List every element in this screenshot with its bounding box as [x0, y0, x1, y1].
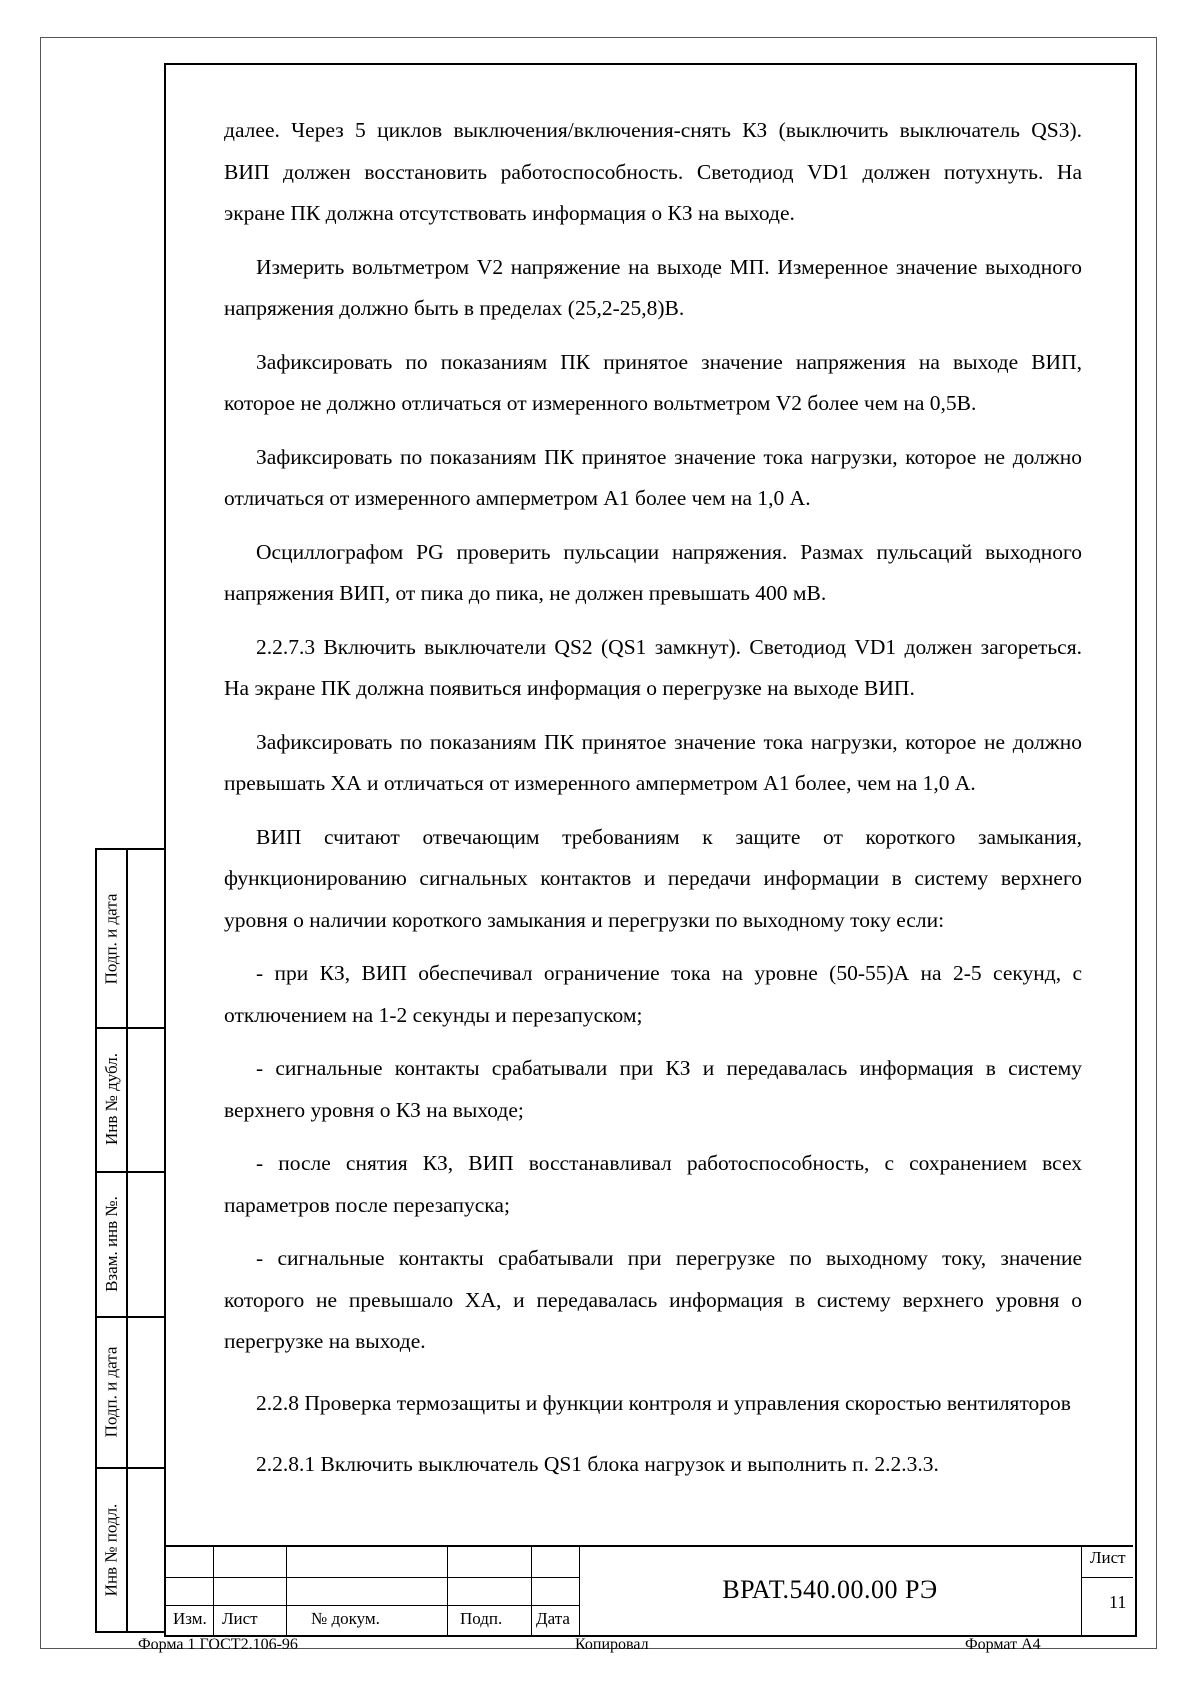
- side-label: Подп. и дата: [101, 1346, 121, 1437]
- side-stamp-table: [95, 848, 164, 1633]
- sheet-label: Лист: [1090, 1548, 1126, 1567]
- side-label: Взам. инв №.: [101, 1195, 121, 1292]
- paragraph: Зафиксировать по показаниям ПК принятое значение напряжения на выходе ВИП, которое не должно отличаться от измеренного вольтметром V2 более чем на 0,5В.: [224, 349, 1082, 415]
- form-label: Форма 1 ГОСТ2.106-96: [138, 1636, 298, 1653]
- paragraph: Зафиксировать по показаниям ПК принятое значение тока нагрузки, которое не должно отличаться от измеренного амперметром А1 более чем на 1,0 А.: [224, 444, 1082, 510]
- side-label: Подп. и дата: [101, 893, 121, 984]
- paragraph: ВИП считают отвечающим требованиям к защите от короткого замыкания, функционированию сигнальных контактов и передачи информации в систему верхнего уровня о наличии короткого замыкания и перегрузки по выходному току если:: [224, 824, 1082, 932]
- paragraph: Осциллографом PG проверить пульсации напряжения. Размах пульсаций выходного напряжения ВИП, от пика до пика, не должен превышать 400 мВ.: [224, 539, 1082, 605]
- col-list: Лист: [222, 1609, 258, 1628]
- format-label: Формат А4: [965, 1636, 1041, 1653]
- paragraph: Измерить вольтметром V2 напряжение на выходе МП. Измеренное значение выходного напряжения должно быть в пределах (25,2-25,8)В.: [224, 254, 1082, 320]
- document-code: ВРАТ.540.00.00 РЭ: [722, 1575, 938, 1604]
- paragraph: 2.2.7.3 Включить выключатели QS2 (QS1 замкнут). Светодиод VD1 должен загореться. На экране ПК должна появиться информация о перегрузке на выходе ВИП.: [224, 634, 1082, 700]
- paragraph: - сигнальные контакты срабатывали при КЗ и передавалась информация в систему верхнего уровня о КЗ на выходе;: [224, 1056, 1082, 1122]
- col-signature: Подп.: [460, 1609, 503, 1628]
- copied-label: Копировал: [575, 1636, 649, 1653]
- paragraph: - сигнальные контакты срабатывали при перегрузке по выходному току, значение которого не превышало ХА, и передавалась информация в систему верхнего уровня о перегрузке на выходе.: [224, 1246, 1082, 1353]
- paragraph: далее. Через 5 циклов выключения/включения-снять КЗ (выключить выключатель QS3). ВИП должен восстановить работоспособность. Светодиод VD1 должен потухнуть. На экране ПК должна отсутствовать информация о КЗ на выходе.: [224, 118, 1082, 225]
- paragraph: - при КЗ, ВИП обеспечивал ограничение тока на уровне (50-55)А на 2-5 секунд, с отключением на 1-2 секунды и перезапуском;: [224, 961, 1082, 1027]
- paragraph: - после снятия КЗ, ВИП восстанавливал работоспособность, с сохранением всех параметров после перезапуска;: [224, 1151, 1082, 1217]
- col-izm: Изм.: [173, 1609, 207, 1628]
- sheet-number: 11: [1109, 1592, 1127, 1612]
- section-heading: 2.2.8 Проверка термозащиты и функции контроля и управления скоростью вентиляторов: [256, 1390, 1071, 1415]
- col-doc-number: № докум.: [311, 1609, 380, 1628]
- side-label: Инв № подл.: [101, 1503, 121, 1597]
- col-date: Дата: [536, 1609, 570, 1628]
- side-label: Инв № дубл.: [101, 1052, 121, 1146]
- paragraph: Зафиксировать по показаниям ПК принятое значение тока нагрузки, которое не должно превышать ХА и отличаться от измеренного амперметром А1 более, чем на 1,0 А.: [224, 729, 1082, 795]
- body-text: [224, 110, 1082, 1486]
- paragraph: 2.2.8.1 Включить выключатель QS1 блока нагрузок и выполнить п. 2.2.3.3.: [256, 1452, 939, 1476]
